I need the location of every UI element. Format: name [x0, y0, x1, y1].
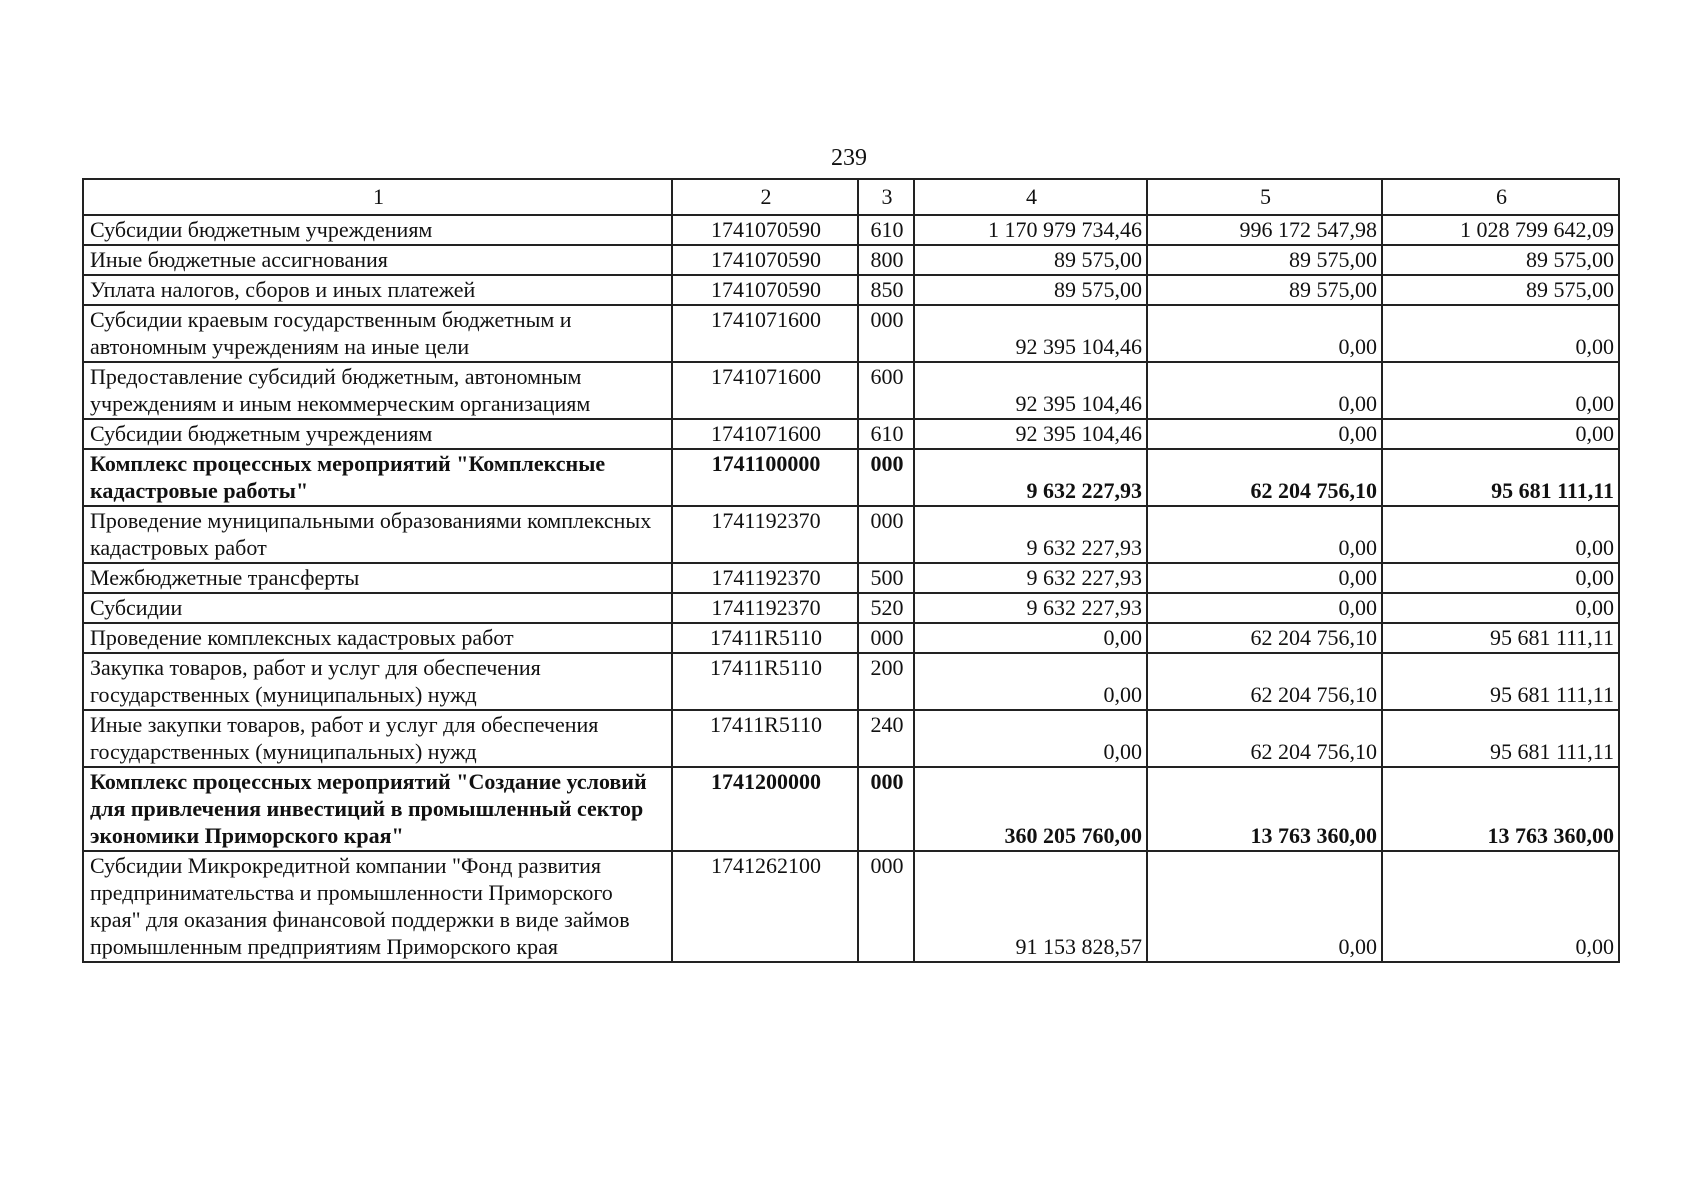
row-type-cell: 000 — [858, 851, 914, 962]
row-value-col6: 0,00 — [1382, 362, 1619, 419]
row-value-col6: 95 681 111,11 — [1382, 710, 1619, 767]
row-value-col4: 0,00 — [914, 623, 1147, 653]
table-row — [83, 767, 1619, 851]
table-row — [83, 710, 1619, 767]
row-code-cell: 17411R5110 — [672, 710, 858, 767]
row-value-col5: 62 204 756,10 — [1147, 653, 1382, 710]
row-name-cell: Комплекс процессных мероприятий "Комплексные кадастровые работы" — [83, 449, 672, 506]
row-value-col5: 0,00 — [1147, 506, 1382, 563]
table-row — [83, 653, 1619, 710]
row-value-col4: 0,00 — [914, 710, 1147, 767]
row-name-cell: Субсидии бюджетным учреждениям — [83, 419, 672, 449]
row-name-cell: Проведение муниципальными образованиями комплексных кадастровых работ — [83, 506, 672, 563]
header-cell: 2 — [672, 179, 858, 215]
row-type-cell: 800 — [858, 245, 914, 275]
row-value-col6: 95 681 111,11 — [1382, 623, 1619, 653]
header-cell: 5 — [1147, 179, 1382, 215]
row-type-cell: 000 — [858, 506, 914, 563]
row-value-col6: 95 681 111,11 — [1382, 653, 1619, 710]
row-code-cell: 1741192370 — [672, 593, 858, 623]
row-value-col4: 92 395 104,46 — [914, 305, 1147, 362]
row-value-col5: 13 763 360,00 — [1147, 767, 1382, 851]
row-code-cell: 17411R5110 — [672, 653, 858, 710]
row-value-col4: 91 153 828,57 — [914, 851, 1147, 962]
row-value-col5: 0,00 — [1147, 305, 1382, 362]
row-code-cell: 1741192370 — [672, 506, 858, 563]
row-type-cell: 000 — [858, 449, 914, 506]
table-row — [83, 419, 1619, 449]
table-row — [83, 245, 1619, 275]
row-code-cell: 1741070590 — [672, 215, 858, 245]
header-cell: 4 — [914, 179, 1147, 215]
row-type-cell: 520 — [858, 593, 914, 623]
row-code-cell: 1741071600 — [672, 305, 858, 362]
row-name-cell: Субсидии краевым государственным бюджетным и автономным учреждениям на иные цели — [83, 305, 672, 362]
row-code-cell: 1741071600 — [672, 362, 858, 419]
row-value-col6: 13 763 360,00 — [1382, 767, 1619, 851]
row-value-col6: 0,00 — [1382, 563, 1619, 593]
row-value-col5: 62 204 756,10 — [1147, 710, 1382, 767]
page-number: 239 — [831, 145, 867, 171]
table-row — [83, 563, 1619, 593]
row-type-cell: 610 — [858, 419, 914, 449]
row-value-col6: 95 681 111,11 — [1382, 449, 1619, 506]
row-type-cell: 000 — [858, 623, 914, 653]
row-code-cell: 1741262100 — [672, 851, 858, 962]
header-row — [83, 179, 1619, 215]
row-value-col4: 9 632 227,93 — [914, 593, 1147, 623]
row-type-cell: 000 — [858, 305, 914, 362]
table-row — [83, 215, 1619, 245]
row-type-cell: 500 — [858, 563, 914, 593]
row-name-cell: Иные бюджетные ассигнования — [83, 245, 672, 275]
row-value-col5: 0,00 — [1147, 563, 1382, 593]
row-value-col4: 89 575,00 — [914, 245, 1147, 275]
row-type-cell: 240 — [858, 710, 914, 767]
table-row — [83, 623, 1619, 653]
table-row — [83, 275, 1619, 305]
row-value-col4: 9 632 227,93 — [914, 563, 1147, 593]
table-row — [83, 593, 1619, 623]
row-name-cell: Межбюджетные трансферты — [83, 563, 672, 593]
row-value-col4: 9 632 227,93 — [914, 506, 1147, 563]
row-value-col4: 92 395 104,46 — [914, 362, 1147, 419]
row-value-col5: 62 204 756,10 — [1147, 623, 1382, 653]
row-value-col5: 0,00 — [1147, 593, 1382, 623]
row-value-col4: 92 395 104,46 — [914, 419, 1147, 449]
row-name-cell: Комплекс процессных мероприятий "Создание условий для привлечения инвестиций в промышленный сектор экономики Приморского края" — [83, 767, 672, 851]
row-code-cell: 1741192370 — [672, 563, 858, 593]
row-code-cell: 1741200000 — [672, 767, 858, 851]
row-name-cell: Субсидии бюджетным учреждениям — [83, 215, 672, 245]
row-type-cell: 000 — [858, 767, 914, 851]
row-value-col6: 89 575,00 — [1382, 275, 1619, 305]
row-value-col6: 0,00 — [1382, 593, 1619, 623]
row-value-col4: 0,00 — [914, 653, 1147, 710]
row-value-col6: 0,00 — [1382, 419, 1619, 449]
row-value-col5: 89 575,00 — [1147, 245, 1382, 275]
row-value-col5: 89 575,00 — [1147, 275, 1382, 305]
row-name-cell: Субсидии — [83, 593, 672, 623]
header-cell: 6 — [1382, 179, 1619, 215]
row-value-col5: 996 172 547,98 — [1147, 215, 1382, 245]
row-name-cell: Проведение комплексных кадастровых работ — [83, 623, 672, 653]
table-row — [83, 305, 1619, 362]
row-code-cell: 1741071600 — [672, 419, 858, 449]
row-type-cell: 850 — [858, 275, 914, 305]
row-value-col6: 89 575,00 — [1382, 245, 1619, 275]
table-row — [83, 449, 1619, 506]
row-value-col5: 0,00 — [1147, 851, 1382, 962]
table-row — [83, 362, 1619, 419]
row-value-col5: 0,00 — [1147, 419, 1382, 449]
row-value-col6: 1 028 799 642,09 — [1382, 215, 1619, 245]
row-type-cell: 200 — [858, 653, 914, 710]
row-value-col5: 0,00 — [1147, 362, 1382, 419]
table-row — [83, 851, 1619, 962]
header-cell: 3 — [858, 179, 914, 215]
row-name-cell: Иные закупки товаров, работ и услуг для обеспечения государственных (муниципальных) нужд — [83, 710, 672, 767]
row-code-cell: 17411R5110 — [672, 623, 858, 653]
row-code-cell: 1741070590 — [672, 245, 858, 275]
row-name-cell: Закупка товаров, работ и услуг для обеспечения государственных (муниципальных) нужд — [83, 653, 672, 710]
row-name-cell: Субсидии Микрокредитной компании "Фонд развития предпринимательства и промышленности Приморского края" для оказания финансовой поддержки в виде займов промышленным предприятиям Приморского края — [83, 851, 672, 962]
table-row — [83, 506, 1619, 563]
row-code-cell: 1741100000 — [672, 449, 858, 506]
row-name-cell: Предоставление субсидий бюджетным, автономным учреждениям и иным некоммерческим организациям — [83, 362, 672, 419]
row-value-col6: 0,00 — [1382, 851, 1619, 962]
row-type-cell: 610 — [858, 215, 914, 245]
budget-table — [82, 178, 1620, 963]
row-value-col4: 9 632 227,93 — [914, 449, 1147, 506]
row-value-col4: 360 205 760,00 — [914, 767, 1147, 851]
row-name-cell: Уплата налогов, сборов и иных платежей — [83, 275, 672, 305]
header-cell: 1 — [83, 179, 672, 215]
row-code-cell: 1741070590 — [672, 275, 858, 305]
row-value-col4: 1 170 979 734,46 — [914, 215, 1147, 245]
row-value-col6: 0,00 — [1382, 506, 1619, 563]
row-value-col6: 0,00 — [1382, 305, 1619, 362]
row-value-col5: 62 204 756,10 — [1147, 449, 1382, 506]
row-type-cell: 600 — [858, 362, 914, 419]
row-value-col4: 89 575,00 — [914, 275, 1147, 305]
